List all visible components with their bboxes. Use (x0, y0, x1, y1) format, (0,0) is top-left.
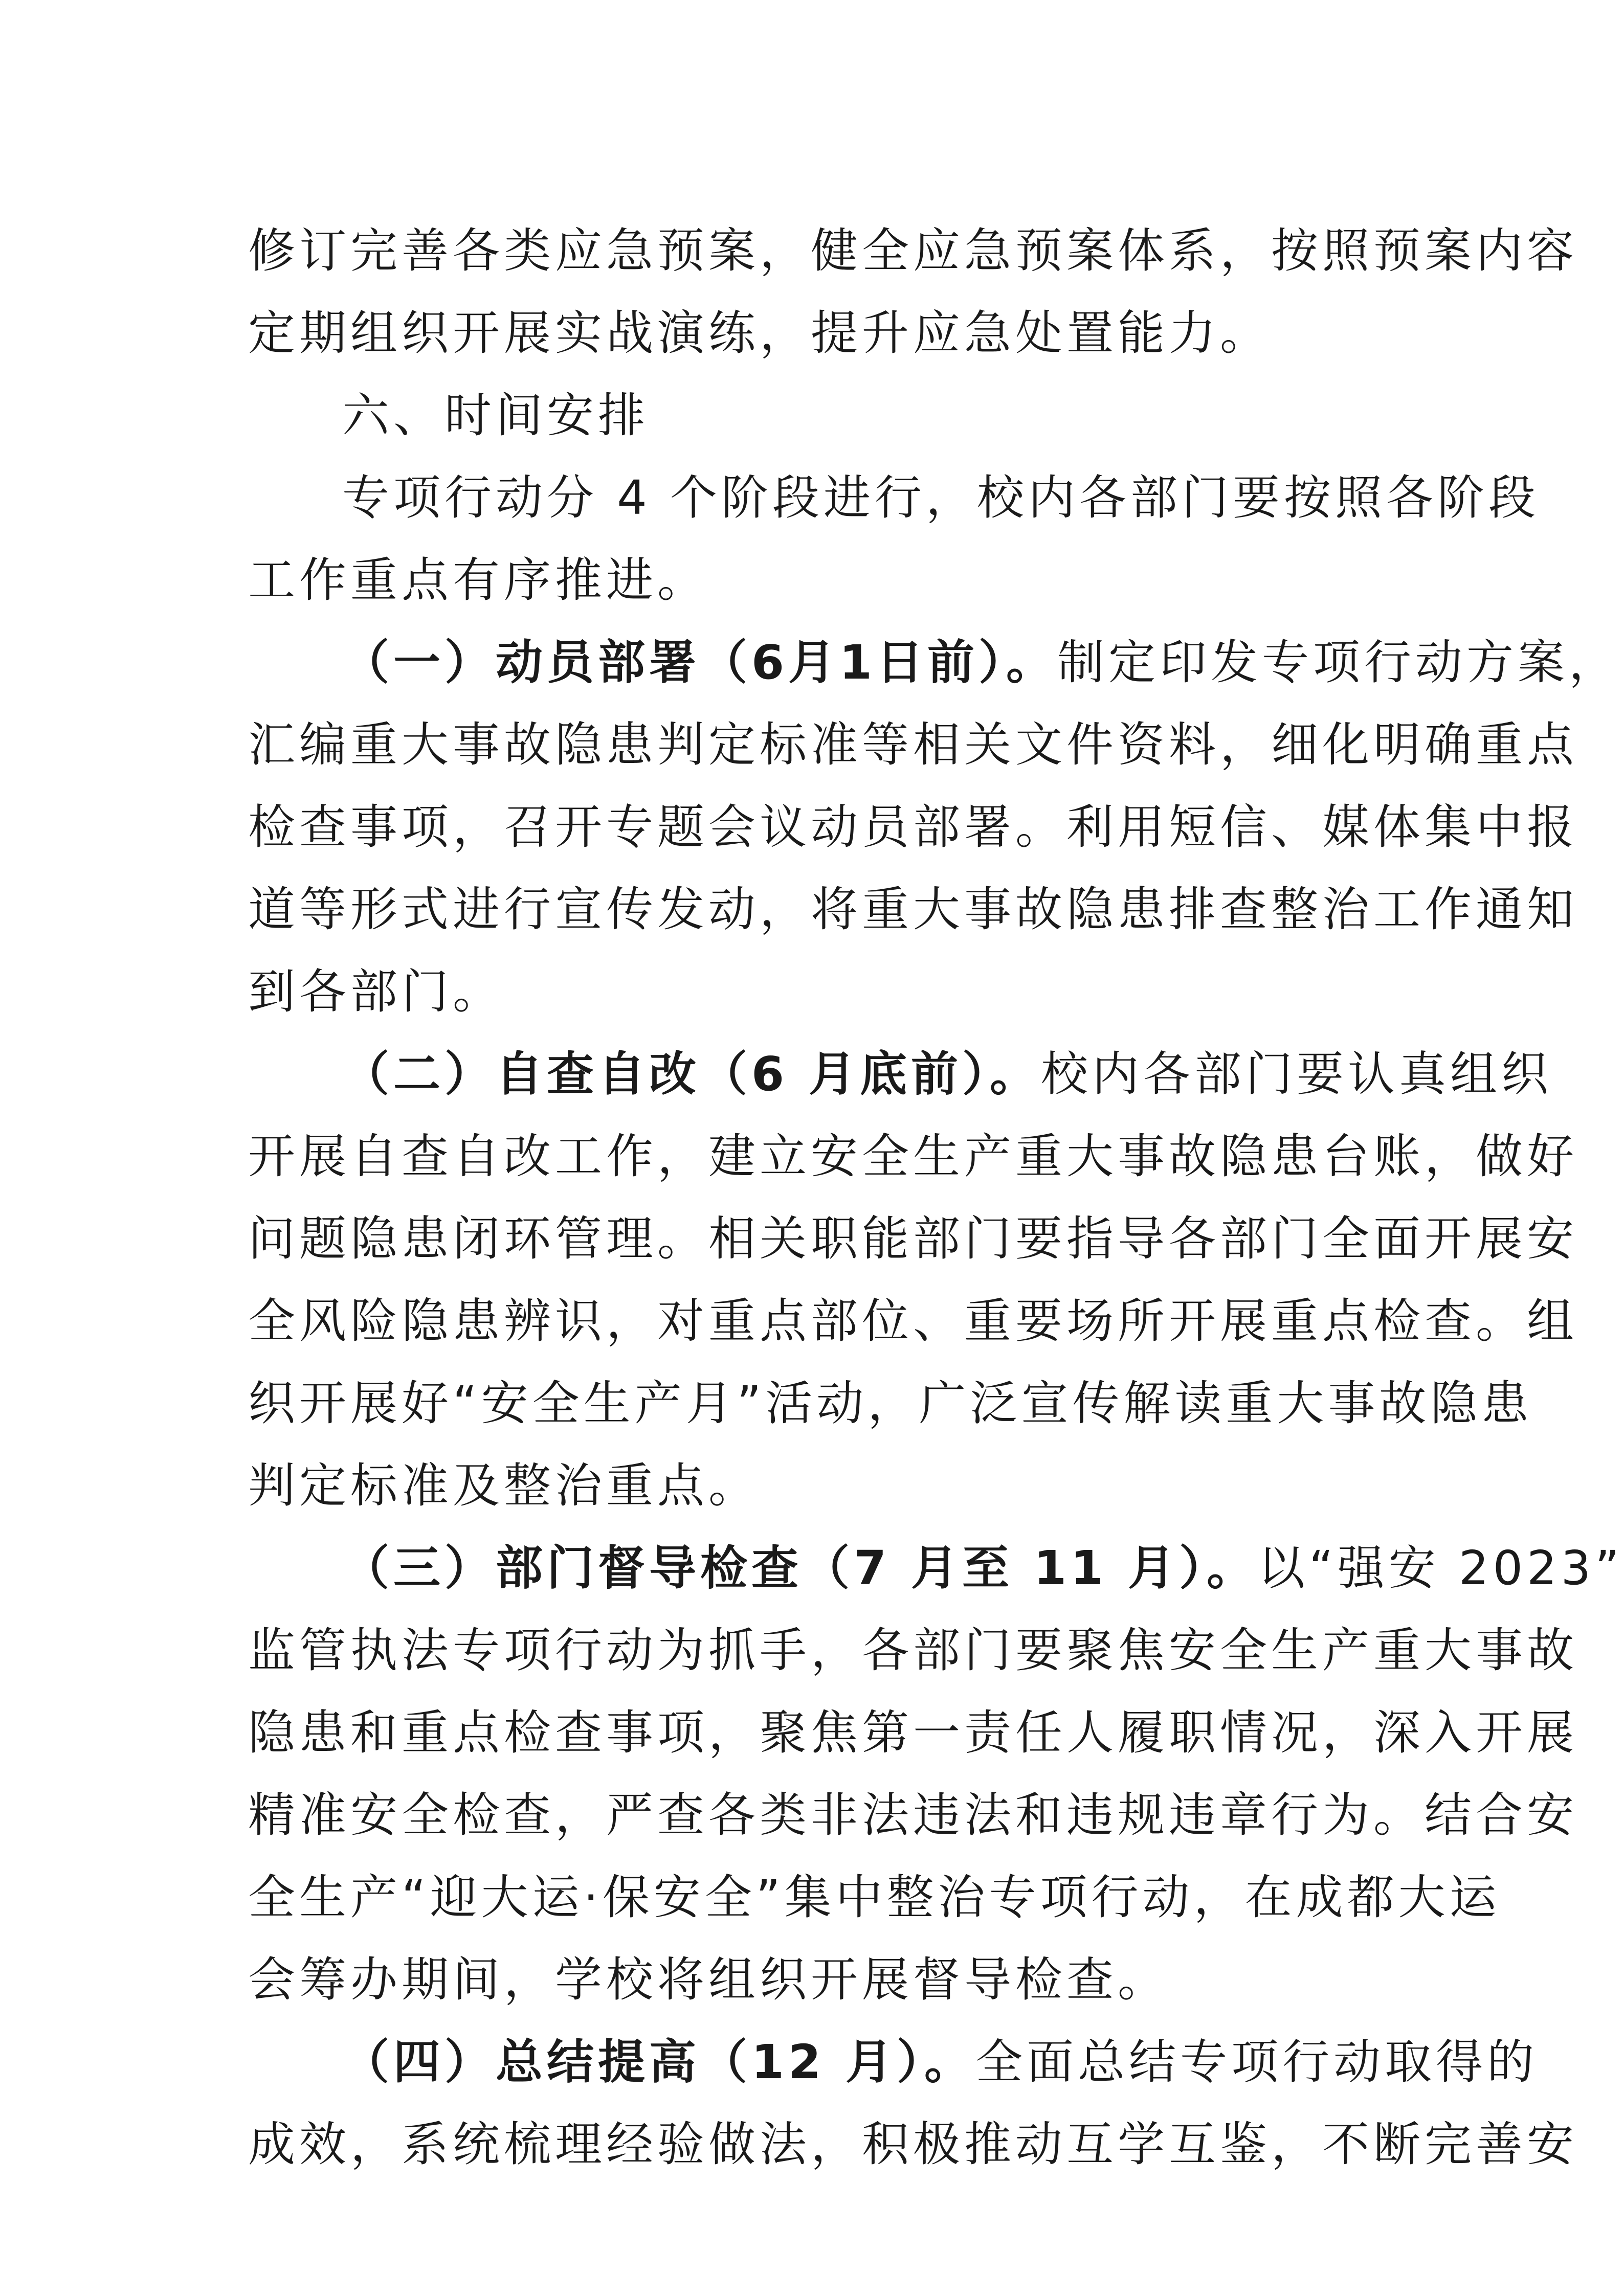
stage-text: 全面总结专项行动取得的 (975, 2035, 1539, 2089)
text-line: 判定标准及整治重点。 (248, 1458, 760, 1513)
text-line: 专项行动分 4 个阶段进行，校内各部门要按照各阶段 (342, 470, 1540, 525)
section-heading-schedule (248, 374, 1381, 457)
stage-title: （四）总结提高（12 月）。 (342, 2035, 976, 2089)
paragraph-stage-summary (248, 2021, 1578, 2186)
text-line: 全风险隐患辨识，对重点部位、重要场所开展重点检查。组 (248, 1294, 1578, 1348)
stage-title: （三）部门督导检查（7 月至 11 月）。 (342, 1541, 1258, 1595)
text-line: 会筹办期间，学校将组织开展督导检查。 (248, 1952, 1169, 2007)
body-text (248, 210, 1623, 2186)
text-line: 汇编重大事故隐患判定标准等相关文件资料，细化明确重点 (248, 717, 1578, 772)
paragraph-stage-self-inspection (248, 1033, 1578, 1527)
text-line: 监管执法专项行动为抓手，各部门要聚焦安全生产重大事故 (248, 1623, 1578, 1678)
text-line: 道等形式进行宣传发动，将重大事故隐患排查整治工作通知 (248, 882, 1578, 937)
stage-text: 制定印发专项行动方案， (1057, 635, 1620, 690)
text-line: 精准安全检查，严查各类非法违法和违规违章行为。结合安 (248, 1788, 1578, 1842)
heading-text: 六、时间安排 (342, 388, 650, 443)
text-line: 到各部门。 (248, 964, 504, 1019)
stage-text: 校内各部门要认真组织 (1041, 1047, 1553, 1101)
text-line (248, 1033, 1553, 1115)
paragraph-emergency-plans (248, 210, 1578, 374)
text-line: 修订完善各类应急预案，健全应急预案体系，按照预案内容 (248, 223, 1578, 278)
text-line: 开展自查自改工作，建立安全生产重大事故隐患台账，做好 (248, 1129, 1578, 1184)
text-line: 工作重点有序推进。 (248, 553, 709, 607)
stage-text: 以“强安 2023” (1258, 1541, 1623, 1595)
text-line: 定期组织开展实战演练，提升应急处置能力。 (248, 306, 1272, 361)
text-line: 成效，系统梳理经验做法，积极推动互学互鉴，不断完善安 (248, 2117, 1578, 2172)
text-line: 问题隐患闭环管理。相关职能部门要指导各部门全面开展安 (248, 1211, 1578, 1266)
stage-title: （一）动员部署（6月1日前）。 (342, 635, 1058, 690)
paragraph-stages-intro (248, 457, 1540, 621)
text-line: 织开展好“安全生产月”活动，广泛宣传解读重大事故隐患 (248, 1376, 1533, 1431)
paragraph-stage-mobilization (248, 621, 1620, 1033)
text-line (248, 2021, 1539, 2103)
text-line (248, 1527, 1623, 1609)
text-line (248, 621, 1620, 704)
text-line: 隐患和重点检查事项，聚焦第一责任人履职情况，深入开展 (248, 1705, 1578, 1760)
text-line: 全生产“迎大运·保安全”集中整治专项行动，在成都大运 (248, 1870, 1501, 1925)
paragraph-stage-supervision (248, 1527, 1623, 2021)
stage-title: （二）自查自改（6 月底前）。 (342, 1047, 1041, 1101)
text-line: 检查事项，召开专题会议动员部署。利用短信、媒体集中报 (248, 800, 1578, 854)
